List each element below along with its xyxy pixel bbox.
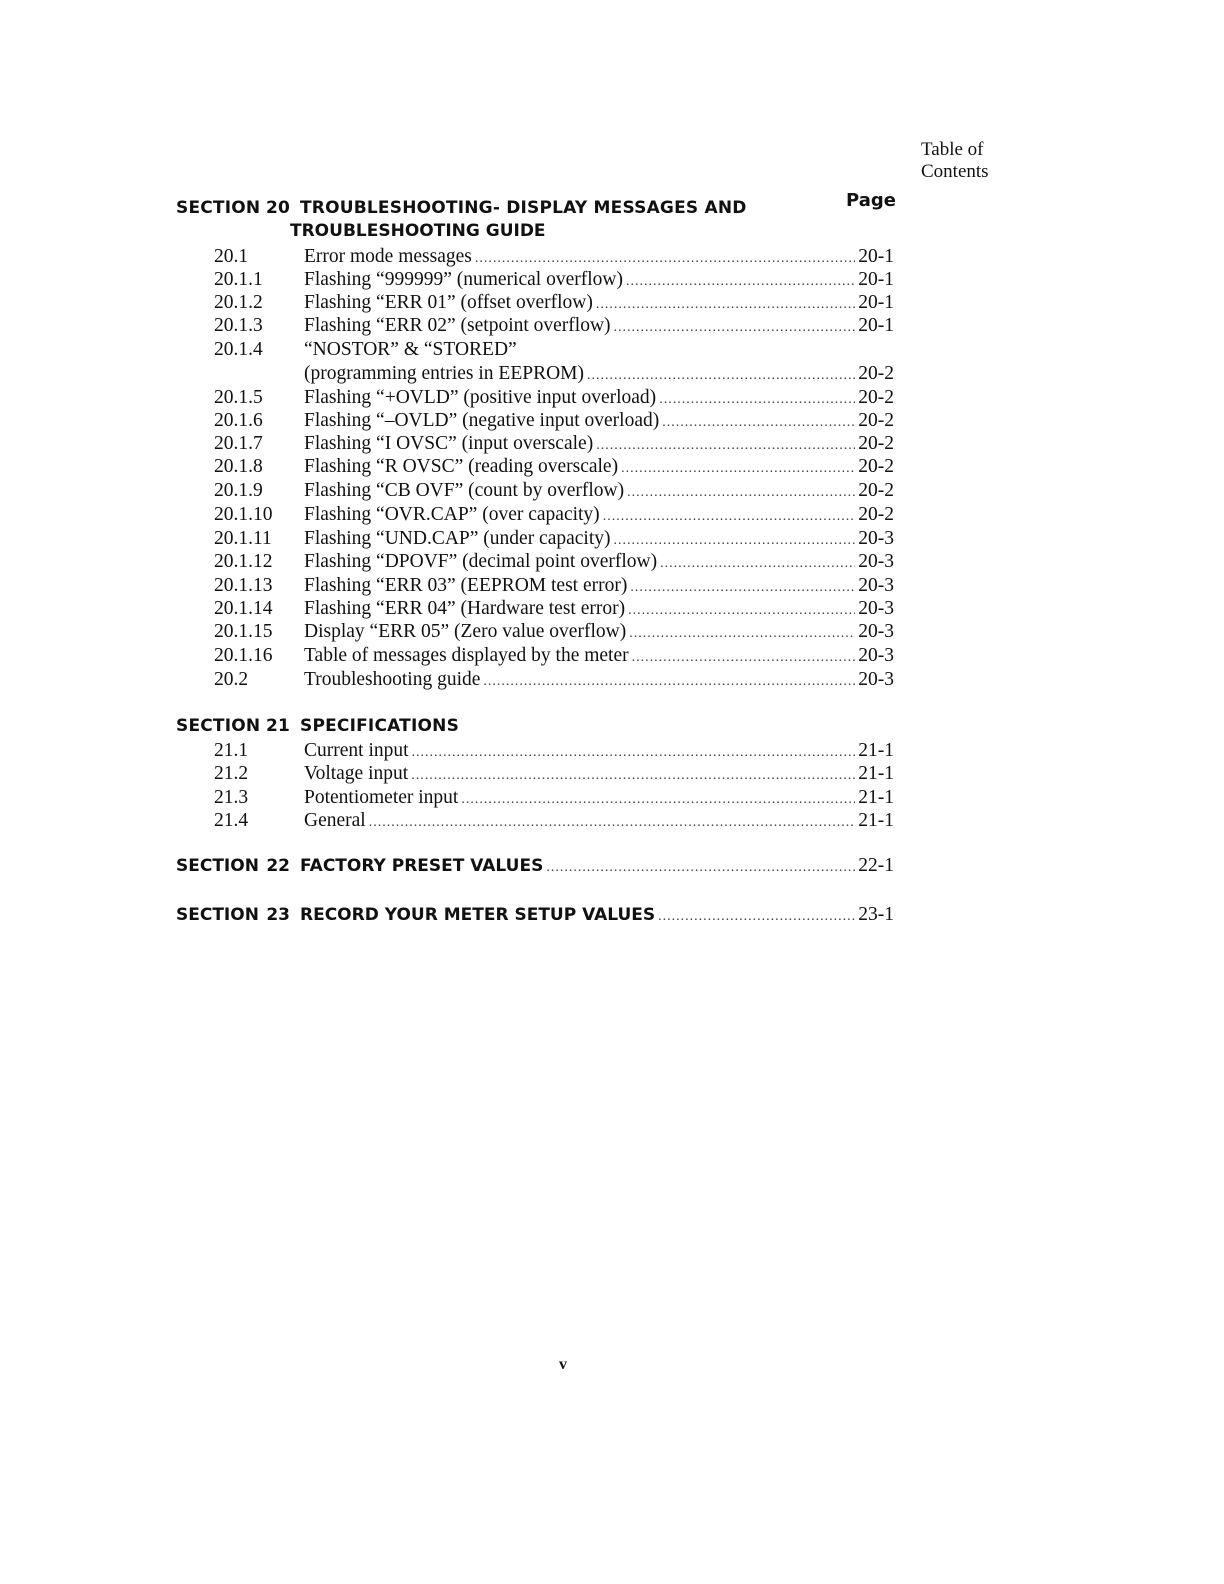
entry-title: Potentiometer input bbox=[304, 787, 459, 808]
entry-page: 20-2 bbox=[858, 480, 894, 501]
entry-page: 20-3 bbox=[858, 551, 894, 572]
entry-page: 20-2 bbox=[858, 363, 894, 384]
dot-leader bbox=[369, 811, 856, 834]
toc-entry[interactable] bbox=[214, 786, 894, 809]
entry-page: 20-2 bbox=[858, 387, 894, 408]
dot-leader bbox=[629, 622, 855, 645]
entry-number: 20.1.11 bbox=[214, 528, 272, 549]
section-number: 23 bbox=[266, 905, 290, 925]
entry-number: 21.2 bbox=[214, 763, 249, 784]
toc-entry[interactable] bbox=[214, 597, 894, 620]
entry-number: 21.3 bbox=[214, 787, 249, 808]
dot-leader bbox=[587, 364, 855, 387]
entry-title: Flashing “R OVSC” (reading overscale) bbox=[304, 456, 619, 477]
entry-title: Current input bbox=[304, 740, 409, 761]
entry-number: 20.1.7 bbox=[214, 433, 263, 454]
entry-number: 20.1.16 bbox=[214, 645, 273, 666]
entry-title: Flashing “UND.CAP” (under capacity) bbox=[304, 528, 611, 549]
entry-number: 20.1.6 bbox=[214, 410, 263, 431]
toc-entry[interactable] bbox=[214, 432, 894, 455]
dot-leader bbox=[630, 576, 855, 599]
entry-title: Troubleshooting guide bbox=[304, 669, 481, 690]
dot-leader bbox=[596, 434, 855, 457]
entry-number: 20.1.3 bbox=[214, 315, 263, 336]
entry-number: 20.1.5 bbox=[214, 387, 263, 408]
dot-leader bbox=[627, 481, 855, 504]
entry-page: 21-1 bbox=[858, 763, 894, 784]
dot-leader bbox=[546, 860, 855, 876]
entry-page: 22-1 bbox=[858, 855, 894, 876]
header-line1: Table of bbox=[921, 139, 984, 160]
entry-title: Flashing “ERR 03” (EEPROM test error) bbox=[304, 575, 628, 596]
toc-entry[interactable] bbox=[214, 479, 894, 502]
toc-entry[interactable] bbox=[214, 268, 894, 291]
toc-entry[interactable] bbox=[214, 455, 894, 478]
section-23-entry[interactable] bbox=[176, 904, 894, 926]
dot-leader bbox=[660, 552, 855, 575]
toc-entry[interactable] bbox=[214, 668, 894, 691]
entry-number: 20.1.10 bbox=[214, 504, 273, 525]
section-word: SECTION bbox=[176, 198, 261, 218]
entry-number: 20.1.12 bbox=[214, 551, 273, 572]
dot-leader bbox=[614, 316, 856, 339]
entry-page: 20-1 bbox=[858, 292, 894, 313]
toc-entry[interactable] bbox=[214, 574, 894, 597]
section-22-entry[interactable] bbox=[176, 855, 894, 877]
section-22-heading bbox=[176, 856, 543, 876]
toc-entry[interactable] bbox=[214, 620, 894, 643]
entry-title: (programming entries in EEPROM) bbox=[304, 363, 584, 384]
section-word: SECTION bbox=[176, 856, 259, 876]
toc-entry[interactable] bbox=[214, 739, 894, 762]
section-title: RECORD YOUR METER SETUP VALUES bbox=[300, 905, 656, 925]
entry-page: 20-1 bbox=[858, 269, 894, 290]
entry-number: 21.1 bbox=[214, 740, 249, 761]
entry-number: 20.1.15 bbox=[214, 621, 273, 642]
page-column-label: Page bbox=[846, 190, 896, 211]
dot-leader bbox=[628, 599, 855, 622]
entry-page: 20-2 bbox=[858, 456, 894, 477]
entry-title: Flashing “DPOVF” (decimal point overflow) bbox=[304, 551, 658, 572]
toc-entry[interactable] bbox=[214, 527, 894, 550]
dot-leader bbox=[659, 388, 855, 411]
toc-entry[interactable] bbox=[214, 314, 894, 337]
dot-leader bbox=[658, 909, 855, 925]
section-number: 22 bbox=[266, 856, 290, 876]
toc-entry[interactable] bbox=[214, 503, 894, 526]
entry-title: Flashing “CB OVF” (count by overflow) bbox=[304, 480, 625, 501]
entry-page: 20-3 bbox=[858, 598, 894, 619]
section-23-heading bbox=[176, 905, 655, 925]
entry-page: 21-1 bbox=[858, 810, 894, 831]
entry-page: 21-1 bbox=[858, 740, 894, 761]
entry-title: Error mode messages bbox=[304, 246, 472, 267]
entry-page: 20-1 bbox=[858, 246, 894, 267]
section-20-title-line2: TROUBLESHOOTING GUIDE bbox=[290, 221, 546, 241]
entry-number: 20.1.9 bbox=[214, 480, 263, 501]
toc-entry[interactable] bbox=[214, 386, 894, 409]
dot-leader bbox=[461, 788, 855, 811]
entry-number: 20.1.8 bbox=[214, 456, 263, 477]
toc-entry[interactable] bbox=[214, 809, 894, 832]
section-21-heading bbox=[176, 716, 459, 736]
dot-leader bbox=[614, 529, 856, 552]
entry-number: 20.1.2 bbox=[214, 292, 263, 313]
section-number: 21 bbox=[265, 716, 290, 736]
page-number: v bbox=[559, 1356, 567, 1373]
section-number: 20 bbox=[265, 198, 290, 218]
toc-entry[interactable] bbox=[214, 409, 894, 432]
toc-entry[interactable] bbox=[214, 644, 894, 667]
entry-title: Display “ERR 05” (Zero value overflow) bbox=[304, 621, 627, 642]
entry-page: 21-1 bbox=[858, 787, 894, 808]
entry-number: 20.1 bbox=[214, 246, 249, 267]
dot-leader bbox=[596, 293, 855, 316]
entry-number: 20.1.14 bbox=[214, 598, 273, 619]
section-title: SPECIFICATIONS bbox=[300, 716, 460, 736]
header-note bbox=[921, 139, 989, 183]
entry-page: 23-1 bbox=[858, 904, 894, 925]
toc-entry[interactable] bbox=[214, 762, 894, 785]
entry-page: 20-2 bbox=[858, 410, 894, 431]
entry-title: Flashing “ERR 04” (Hardware test error) bbox=[304, 598, 626, 619]
toc-entry[interactable] bbox=[214, 338, 894, 361]
entry-page: 20-2 bbox=[858, 504, 894, 525]
entry-number: 20.1.13 bbox=[214, 575, 273, 596]
toc-entry[interactable] bbox=[214, 362, 894, 385]
section-word: SECTION bbox=[176, 905, 259, 925]
toc-entry[interactable] bbox=[214, 245, 894, 268]
header-line2: Contents bbox=[921, 161, 989, 182]
section-title: FACTORY PRESET VALUES bbox=[300, 856, 544, 876]
entry-title: Flashing “I OVSC” (input overscale) bbox=[304, 433, 594, 454]
entry-page: 20-1 bbox=[858, 315, 894, 336]
section-word: SECTION bbox=[176, 716, 261, 736]
entry-title: Table of messages displayed by the meter bbox=[304, 645, 629, 666]
entry-title: General bbox=[304, 810, 366, 831]
entry-page: 20-3 bbox=[858, 528, 894, 549]
entry-title: Flashing “–OVLD” (negative input overload) bbox=[304, 410, 660, 431]
section-title: TROUBLESHOOTING- DISPLAY MESSAGES AND bbox=[300, 198, 747, 218]
dot-leader bbox=[483, 670, 855, 693]
dot-leader bbox=[626, 270, 855, 293]
entry-title: “NOSTOR” & “STORED” bbox=[304, 339, 517, 360]
entry-page: 20-3 bbox=[858, 669, 894, 690]
entry-title: Voltage input bbox=[304, 763, 409, 784]
entry-title: Flashing “+OVLD” (positive input overload) bbox=[304, 387, 657, 408]
dot-leader bbox=[411, 764, 855, 787]
section-20-heading bbox=[176, 198, 747, 218]
dot-leader bbox=[412, 741, 856, 764]
entry-page: 20-3 bbox=[858, 575, 894, 596]
entry-title: Flashing “ERR 01” (offset overflow) bbox=[304, 292, 593, 313]
entry-page: 20-3 bbox=[858, 621, 894, 642]
dot-leader bbox=[475, 247, 855, 270]
dot-leader bbox=[632, 646, 856, 669]
toc-entry[interactable] bbox=[214, 291, 894, 314]
entry-title: Flashing “OVR.CAP” (over capacity) bbox=[304, 504, 600, 525]
entry-page: 20-2 bbox=[858, 433, 894, 454]
entry-page: 20-3 bbox=[858, 645, 894, 666]
entry-number: 21.4 bbox=[214, 810, 249, 831]
entry-title: Flashing “999999” (numerical overflow) bbox=[304, 269, 623, 290]
dot-leader bbox=[603, 505, 856, 528]
entry-number: 20.2 bbox=[214, 669, 249, 690]
dot-leader bbox=[621, 457, 855, 480]
entry-number: 20.1.1 bbox=[214, 269, 263, 290]
entry-number: 20.1.4 bbox=[214, 339, 263, 360]
toc-entry[interactable] bbox=[214, 550, 894, 573]
dot-leader bbox=[662, 411, 855, 434]
entry-title: Flashing “ERR 02” (setpoint overflow) bbox=[304, 315, 611, 336]
